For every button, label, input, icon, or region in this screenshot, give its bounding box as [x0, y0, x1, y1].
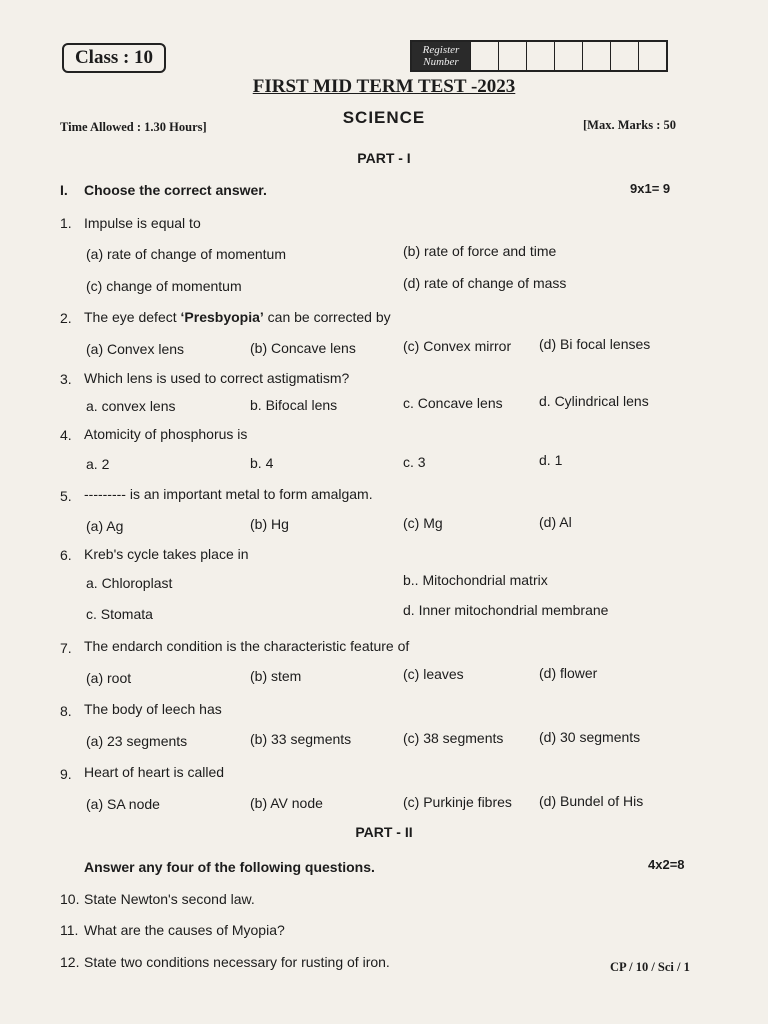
option-c: (c) leaves	[403, 666, 464, 682]
question-number: 1.	[60, 215, 72, 231]
option-a: a. 2	[86, 456, 110, 472]
section-number: I.	[60, 182, 68, 198]
option-b: b. Bifocal lens	[250, 397, 338, 413]
option-a: (a) root	[86, 670, 132, 686]
option-d: (d) flower	[539, 665, 598, 681]
option-c: c. Stomata	[86, 606, 153, 622]
option-b: b. 4	[250, 455, 274, 471]
section-instruction: Answer any four of the following questions.	[84, 859, 375, 875]
question-text: State Newton's second law.	[84, 891, 255, 907]
option-a: (a) rate of change of momentum	[86, 246, 286, 262]
option-d: (d) Bundel of His	[539, 793, 644, 809]
option-d: (d) Bi focal lenses	[539, 336, 651, 352]
question-number: 4.	[60, 427, 72, 443]
question-number: 3.	[60, 371, 72, 387]
register-number-box	[410, 40, 668, 72]
question-text: Impulse is equal to	[84, 215, 201, 231]
question-text: Which lens is used to correct astigmatism?	[84, 370, 350, 386]
option-c: (c) Purkinje fibres	[403, 794, 512, 810]
option-d: (d) rate of change of mass	[403, 275, 567, 291]
part-2-heading: PART - II	[355, 824, 413, 840]
register-cell	[498, 42, 526, 70]
option-c: (c) 38 segments	[403, 730, 504, 746]
section-instruction: Choose the correct answer.	[84, 182, 267, 198]
question-text: Atomicity of phosphorus is	[84, 426, 248, 442]
option-d: d. 1	[539, 452, 563, 468]
option-c: (c) Convex mirror	[403, 338, 512, 354]
option-d: d. Inner mitochondrial membrane	[403, 602, 609, 618]
option-b: (b) 33 segments	[250, 731, 352, 747]
question-number: 10.	[60, 891, 80, 907]
register-cell	[638, 42, 666, 70]
register-cell	[582, 42, 610, 70]
question-number: 2.	[60, 310, 72, 326]
exam-title: FIRST MID TERM TEST -2023	[252, 76, 516, 97]
subject-title: SCIENCE	[342, 108, 426, 127]
question-text: State two conditions necessary for rusting of iron.	[84, 954, 390, 970]
option-a: (a) Ag	[86, 518, 124, 534]
paper-code: CP / 10 / Sci / 1	[610, 960, 690, 974]
register-number-label: Register Number	[412, 42, 470, 70]
option-b: b.. Mitochondrial matrix	[403, 572, 548, 588]
time-allowed: Time Allowed : 1.30 Hours]	[60, 120, 207, 134]
class-label: Class : 10	[62, 43, 166, 73]
register-cell	[554, 42, 582, 70]
question-number: 12.	[60, 954, 80, 970]
option-d: (d) Al	[539, 514, 572, 530]
question-text: --------- is an important metal to form amalgam.	[84, 486, 373, 502]
question-text: What are the causes of Myopia?	[84, 922, 285, 938]
option-c: (c) change of momentum	[86, 278, 242, 294]
option-b: (b) Hg	[250, 516, 289, 532]
option-d: d. Cylindrical lens	[539, 393, 649, 409]
question-number: 6.	[60, 547, 72, 563]
part-1-heading: PART - I	[357, 150, 411, 166]
option-a: a. convex lens	[86, 398, 176, 414]
option-a: a. Chloroplast	[86, 575, 173, 591]
option-c: c. 3	[403, 454, 426, 470]
question-number: 11.	[60, 922, 79, 938]
question-number: 8.	[60, 703, 72, 719]
option-a: (a) SA node	[86, 796, 160, 812]
question-number: 9.	[60, 766, 72, 782]
register-cell	[470, 42, 498, 70]
max-marks: [Max. Marks : 50	[583, 118, 677, 132]
option-b: (b) rate of force and time	[403, 243, 557, 259]
register-cell	[526, 42, 554, 70]
option-b: (b) stem	[250, 668, 302, 684]
option-b: (b) Concave lens	[250, 340, 356, 356]
question-text: The body of leech has	[84, 701, 222, 717]
option-d: (d) 30 segments	[539, 729, 641, 745]
option-c: (c) Mg	[403, 515, 443, 531]
option-c: c. Concave lens	[403, 395, 503, 411]
option-a: (a) 23 segments	[86, 733, 188, 749]
question-text: The endarch condition is the characteristic feature of	[84, 638, 410, 654]
question-text: The eye defect ‘Presbyopia’ can be corrected by	[84, 309, 391, 325]
option-b: (b) AV node	[250, 795, 323, 811]
section-marks: 9x1= 9	[630, 181, 671, 196]
option-a: (a) Convex lens	[86, 341, 185, 357]
section-marks: 4x2=8	[648, 857, 685, 872]
question-text: Kreb's cycle takes place in	[84, 546, 249, 562]
register-cell	[610, 42, 638, 70]
question-text: Heart of heart is called	[84, 764, 225, 780]
question-number: 5.	[60, 488, 72, 504]
question-number: 7.	[60, 640, 72, 656]
